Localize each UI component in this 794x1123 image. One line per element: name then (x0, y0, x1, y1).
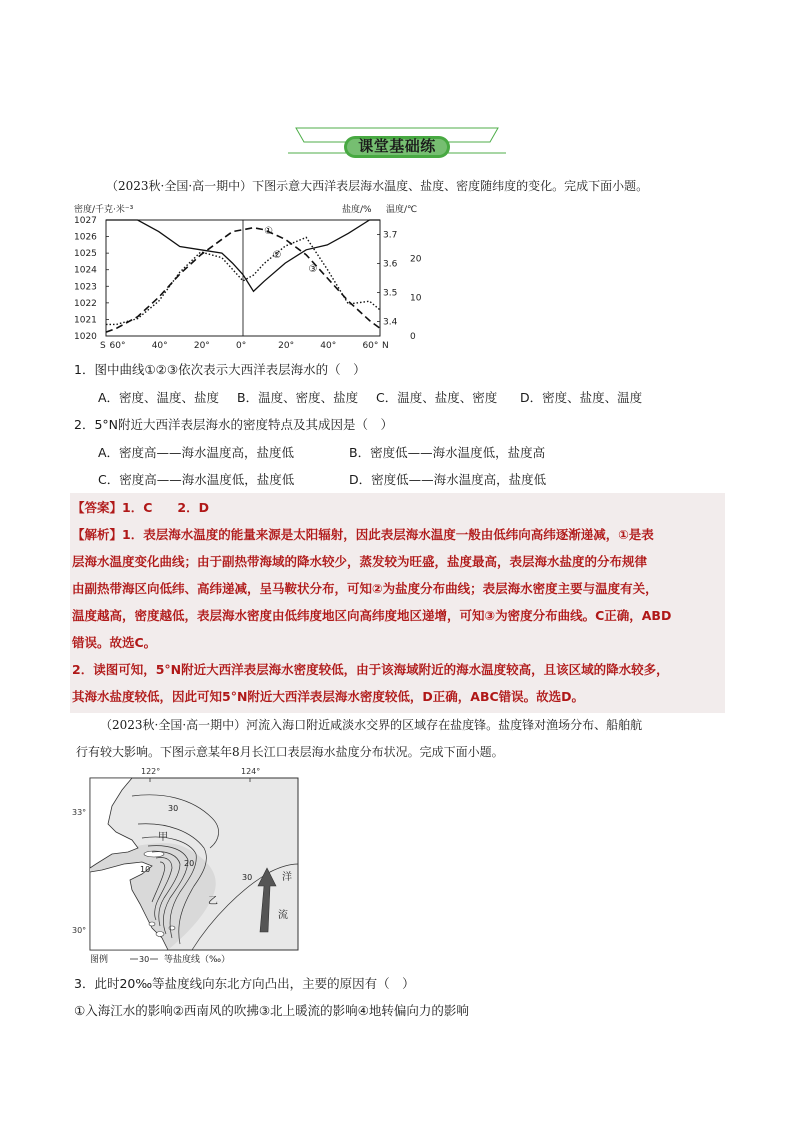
x-tick-label: 60° (109, 341, 126, 351)
intro-question-group-1: （2023秋·全国·高一期中）下图示意大西洋表层海水温度、盐度、密度随纬度的变化。完成下面小题。 (106, 179, 649, 193)
left-axis-title: 密度/千克·米⁻³ (74, 205, 134, 215)
x-tick-label: 40° (151, 341, 168, 351)
isohaline-label-30-north: 30 (168, 804, 179, 813)
q3-options: ①入海江水的影响②西南风的吹拂③北上暖流的影响④地转偏向力的影响 (74, 1003, 469, 1018)
analysis-line-6: 2．读图可知，5°N附近大西洋表层海水密度较低，由于该海域附近的海水温度较高，且该区域的降水较多， (72, 662, 669, 677)
left-tick-label: 1027 (74, 216, 97, 226)
analysis-label: 【解析】 (72, 527, 123, 542)
x-tick-label: N (382, 341, 389, 351)
temperature-tick-label: 20 (410, 254, 422, 265)
lat-label-30: 30° (72, 926, 87, 935)
salinity-tick-label: 3.4 (383, 317, 398, 328)
salinity-tick-label: 3.6 (383, 259, 398, 270)
answer-text: 1．C 2．D (122, 500, 209, 515)
x-tick-label: S (100, 341, 106, 351)
lat-label-33: 33° (72, 808, 87, 817)
isohaline-label-10: 10 (140, 865, 151, 874)
current-label-1: 洋 (282, 872, 292, 883)
ocean-properties-chart (72, 200, 432, 352)
x-tick-label: 60° (362, 341, 379, 351)
left-tick-label: 1022 (74, 298, 97, 309)
legend-label: 图例 (90, 955, 109, 965)
q2-option-d[interactable]: D．密度低——海水温度高，盐度低 (349, 472, 547, 487)
temperature-tick-label: 10 (410, 293, 422, 304)
place-label-jia: 甲 (158, 832, 168, 843)
lon-label-122: 122° (141, 768, 161, 776)
temperature-axis-title: 温度/℃ (386, 205, 418, 215)
q2-stem: 2．5°N附近大西洋表层海水的密度特点及其成因是（ ） (74, 417, 394, 432)
current-label-2: 流 (278, 910, 288, 921)
curve-label-2: ② (272, 250, 282, 261)
salinity-tick-label: 3.7 (383, 230, 398, 241)
left-tick-label: 1026 (74, 232, 97, 243)
legend-text: 等盐度线（‰） (164, 955, 231, 965)
x-tick-label: 0° (236, 341, 247, 351)
analysis-line-4: 温度越高，密度越低，表层海水密度由低纬度地区向高纬度地区递增，可知③为密度分布曲线。C正确，ABD (72, 608, 672, 623)
isohaline-label-20: 20 (184, 859, 195, 868)
curve-label-3: ③ (308, 264, 318, 275)
salinity-axis-title: 盐度/% (342, 205, 372, 215)
x-tick-label: 20° (193, 341, 210, 351)
q1-option-b[interactable]: B．温度、密度、盐度 (237, 390, 359, 405)
left-tick-label: 1025 (74, 249, 97, 260)
analysis-line-5: 错误。故选C。 (72, 635, 157, 650)
x-tick-label: 20° (278, 341, 295, 351)
place-label-yi: 乙 (208, 896, 218, 907)
curve-label-1: ① (264, 226, 274, 237)
temperature-tick-label: 0 (410, 332, 416, 342)
answer-label: 【答案】 (72, 500, 123, 515)
left-tick-label: 1023 (74, 282, 97, 293)
analysis-line-7: 其海水盐度较低，因此可知5°N附近大西洋表层海水密度较低，D正确，ABC错误。故选D。 (72, 689, 585, 704)
left-tick-label: 1021 (74, 315, 97, 326)
answer-line (72, 499, 209, 517)
q2-option-c[interactable]: C．密度高——海水温度低，盐度低 (98, 472, 295, 487)
left-tick-label: 1024 (74, 265, 97, 276)
intro-question-group-2-line-2: 行有较大影响。下图示意某年8月长江口表层海水盐度分布状况。完成下面小题。 (76, 745, 504, 759)
analysis-line-2: 层海水温度变化曲线；由于副热带海域的降水较少，蒸发较为旺盛，盐度最高，表层海水盐度的分布规律 (72, 554, 648, 569)
intro-question-group-2-line-1: （2023秋·全国·高一期中）河流入海口附近咸淡水交界的区域存在盐度锋。盐度锋对渔场分布、船舶航 (100, 718, 643, 732)
lon-label-124: 124° (241, 768, 261, 776)
analysis-line-3: 由副热带海区向低纬、高纬递减，呈马鞍状分布，可知②为盐度分布曲线；表层海水密度主要与温度有关， (72, 581, 658, 596)
x-tick-label: 40° (320, 341, 337, 351)
q1-option-d[interactable]: D．密度、盐度、温度 (520, 390, 643, 405)
analysis-text: 1．表层海水温度的能量来源是太阳辐射，因此表层海水温度一般由低纬向高纬逐渐递减，①是表 (122, 527, 654, 542)
left-tick-label: 1020 (74, 332, 97, 342)
q2-option-a[interactable]: A．密度高——海水温度高，盐度低 (98, 445, 295, 460)
q2-option-b[interactable]: B．密度低——海水温度低，盐度高 (349, 445, 546, 460)
analysis-line-1 (72, 526, 654, 544)
q1-option-c[interactable]: C．温度、盐度、密度 (376, 390, 498, 405)
isohaline-label-30-east: 30 (242, 873, 253, 882)
section-title: 课堂基础练 (358, 137, 436, 155)
q1-stem: 1．图中曲线①②③依次表示大西洋表层海水的（ ） (74, 362, 366, 377)
q3-stem: 3．此时20‰等盐度线向东北方向凸出，主要的原因有（ ） (74, 976, 415, 991)
salinity-tick-label: 3.5 (383, 288, 398, 299)
legend-iso-value: 30 (139, 955, 150, 964)
yangtze-estuary-salinity-map (72, 768, 304, 968)
q1-option-a[interactable]: A．密度、温度、盐度 (98, 390, 220, 405)
